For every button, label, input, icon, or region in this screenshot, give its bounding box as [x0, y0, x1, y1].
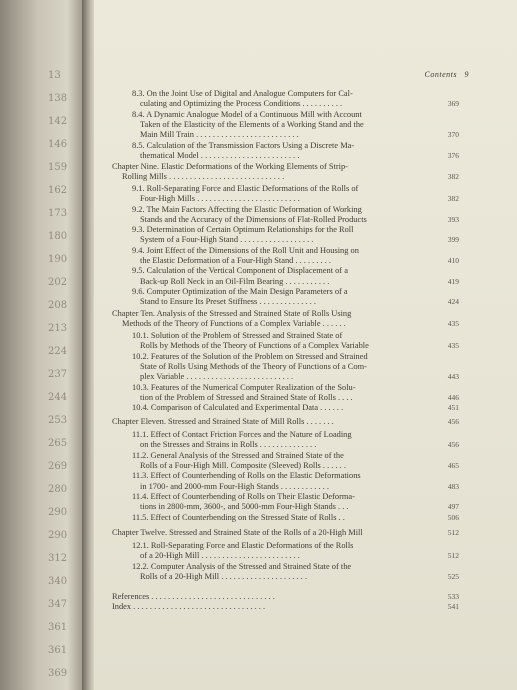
- toc-entry-text: of a 20-High Mill . . . . . . . . . . . . . . . . . . . . . . . .: [140, 551, 300, 560]
- facing-page-number: 162: [48, 185, 68, 196]
- toc-entry: [94, 470, 517, 481]
- toc-entry-text: 11.1. Effect of Contact Friction Forces and the Nature of Loading: [132, 430, 352, 439]
- toc-entry-page: 382: [447, 172, 459, 181]
- toc-entry-page: 456: [447, 440, 459, 449]
- running-head: [425, 70, 469, 79]
- toc-entry-page: 443: [447, 372, 459, 381]
- toc-entry-text: 10.3. Features of the Numerical Computer Realization of the Solu-: [132, 383, 356, 392]
- toc-entry: [94, 501, 517, 512]
- toc-entry-page: 419: [447, 277, 459, 286]
- facing-page-number: 224: [48, 346, 68, 357]
- toc-entry-text: 8.5. Calculation of the Transmission Factors Using a Discrete Ma-: [132, 141, 355, 150]
- toc-entry-page: 393: [447, 215, 459, 224]
- toc-entry-text: 10.4. Comparison of Calculated and Experimental Data . . . . . .: [132, 403, 344, 412]
- toc-entry: [94, 402, 517, 413]
- toc-entry: [94, 340, 517, 351]
- toc-entry: [94, 527, 517, 538]
- facing-page-number: 180: [48, 231, 68, 242]
- toc-entry-text: Taken of the Elasticity of the Elements of a Working Stand and the: [140, 120, 364, 129]
- toc-entry-text: 10.1. Solution of the Problem of Stressed and Strained State of: [132, 331, 343, 340]
- toc-entry-page: 446: [447, 393, 459, 402]
- toc-entry: [94, 571, 517, 582]
- toc-entry-text: Rolls of a Four-High Mill. Composite (Sleeved) Rolls . . . . . .: [140, 461, 346, 470]
- toc-entry-text: System of a Four-High Stand . . . . . . . . . . . . . . . . . .: [140, 235, 314, 244]
- toc-entry-text: tions in 2800-mm, 3600-, and 5000-mm Four-High Stands . . .: [140, 502, 349, 511]
- toc-entry-text: 9.4. Joint Effect of the Dimensions of the Roll Unit and Housing on: [132, 246, 359, 255]
- facing-page-number: 280: [48, 484, 68, 495]
- toc-entry-text: Four-High Mills . . . . . . . . . . . . . . . . . . . . . . . . .: [140, 194, 300, 203]
- toc-entry-text: Index . . . . . . . . . . . . . . . . . . . . . . . . . . . . . . . .: [112, 602, 266, 611]
- running-head-title: Contents: [424, 70, 457, 79]
- toc-entry-text: 9.1. Roll-Separating Force and Elastic Deformations of the Rolls of: [132, 184, 359, 193]
- toc-entry-text: Rolls of a 20-High Mill . . . . . . . . . . . . . . . . . . . . .: [140, 572, 308, 581]
- toc-entry-page: 512: [447, 528, 459, 537]
- toc-entry-page: 435: [447, 319, 459, 328]
- toc-entry-page: 456: [447, 417, 459, 426]
- toc-entry: [94, 193, 517, 204]
- toc-entry-text: 11.4. Effect of Counterbending of Rolls on Their Elastic Deforma-: [132, 492, 355, 501]
- toc-entry-page: 512: [447, 551, 459, 560]
- toc-entry: [94, 234, 517, 245]
- toc-entry-page: 506: [447, 513, 459, 522]
- toc-entry-page: 399: [447, 235, 459, 244]
- toc-entry-text: plex Variable . . . . . . . . . . . . . . . . . . . . . . . . . .: [140, 372, 294, 381]
- toc-entry-text: 11.2. General Analysis of the Stressed and Strained State of the: [132, 451, 344, 460]
- toc-entry: [94, 318, 517, 329]
- toc-entry-page: 376: [447, 151, 459, 160]
- toc-entry-text: tion of the Problem of Stressed and Strained State of Rolls . . . .: [140, 393, 353, 402]
- running-head-page-number: 9: [464, 70, 469, 79]
- toc-entry-page: 424: [447, 297, 459, 306]
- facing-page-number: 146: [48, 139, 68, 150]
- toc-entry: [94, 171, 517, 182]
- toc-entry: [94, 550, 517, 561]
- facing-page-number: 173: [48, 208, 68, 219]
- toc-entry-text: Chapter Ten. Analysis of the Stressed and Strained State of Rolls Using: [112, 309, 352, 318]
- toc-entry-page: 370: [447, 130, 459, 139]
- facing-page-number: 237: [48, 369, 68, 380]
- toc-entry-page: 465: [447, 461, 459, 470]
- toc-entry: [94, 150, 517, 161]
- toc-entry-text: 9.2. The Main Factors Affecting the Elastic Deformation of Working: [132, 205, 362, 214]
- toc-entry-page: 533: [447, 592, 459, 601]
- facing-page-number: 312: [48, 553, 68, 564]
- toc-entry-text: Chapter Twelve. Stressed and Strained State of the Rolls of a 20-High Mill: [112, 528, 363, 537]
- toc-entry-text: 9.3. Determination of Certain Optimum Relationships for the Roll: [132, 225, 354, 234]
- toc-entry-text: Main Mill Train . . . . . . . . . . . . . . . . . . . . . . . . .: [140, 130, 299, 139]
- toc-entry: [94, 512, 517, 523]
- toc-entry: [94, 439, 517, 450]
- facing-page-number: 253: [48, 415, 68, 426]
- toc-entry-text: 9.6. Computer Optimization of the Main Design Parameters of a: [132, 287, 348, 296]
- facing-page-number: 361: [48, 645, 68, 656]
- toc-entry-text: 8.4. A Dynamic Analogue Model of a Continuous Mill with Account: [132, 110, 362, 119]
- toc-entry-text: State of Rolls Using Methods of the Theory of Functions of a Com-: [140, 362, 367, 371]
- facing-page-number: 290: [48, 530, 68, 541]
- toc-entry-text: Rolls by Methods of the Theory of Functions of a Complex Variable: [140, 341, 369, 350]
- facing-page-number: 244: [48, 392, 68, 403]
- facing-page-number: 340: [48, 576, 68, 587]
- facing-page-number: 213: [48, 323, 68, 334]
- toc-entry: [94, 601, 517, 612]
- toc-entry: [94, 296, 517, 307]
- toc-entry-text: 12.1. Roll-Separating Force and Elastic Deformations of the Rolls: [132, 541, 354, 550]
- facing-page-number: 202: [48, 277, 68, 288]
- facing-page-number: 361: [48, 622, 68, 633]
- toc-entry-text: on the Stresses and Strains in Rolls . . . . . . . . . . . . . .: [140, 440, 317, 449]
- toc-entry: [94, 371, 517, 382]
- toc-entry-text: Rolling Mills . . . . . . . . . . . . . . . . . . . . . . . . . . . .: [122, 172, 285, 181]
- toc-entry-text: References . . . . . . . . . . . . . . . . . . . . . . . . . . . . . .: [112, 592, 275, 601]
- facing-page-number: 190: [48, 254, 68, 265]
- toc-entry-text: 10.2. Features of the Solution of the Problem on Stressed and Strained: [132, 352, 368, 361]
- toc-entry: [94, 98, 517, 109]
- toc-entry-text: Methods of the Theory of Functions of a Complex Variable . . . . . .: [122, 319, 346, 328]
- toc-entry-text: 11.5. Effect of Counterbending on the Stressed State of Rolls . .: [132, 513, 345, 522]
- toc-entry-text: Stands and the Accuracy of the Dimensions of Flat-Rolled Products: [140, 215, 367, 224]
- toc-entry-page: 497: [447, 502, 459, 511]
- toc-entry-text: Chapter Nine. Elastic Deformations of the Working Elements of Strip-: [112, 162, 348, 171]
- toc-entry-text: 11.3. Effect of Counterbending of Rolls on the Elastic Deformations: [132, 471, 361, 480]
- facing-page-number: 159: [48, 162, 68, 173]
- toc-entry-text: 9.5. Calculation of the Vertical Component of Displacement of a: [132, 266, 348, 275]
- toc-entry-page: 541: [447, 602, 459, 611]
- facing-page-number: 265: [48, 438, 68, 449]
- toc-entry-page: 435: [447, 341, 459, 350]
- facing-page-number: 138: [48, 93, 68, 104]
- toc-entry-text: in 1700- and 2000-mm Four-High Stands . . . . . . . . . . . .: [140, 482, 329, 491]
- toc-entry-text: Stand to Ensure Its Preset Stiffness . . . . . . . . . . . . . .: [140, 297, 316, 306]
- toc-entry-page: 369: [447, 99, 459, 108]
- toc-entry-text: culating and Optimizing the Process Conditions . . . . . . . . . .: [140, 99, 343, 108]
- toc-entry-text: Chapter Eleven. Stressed and Strained State of Mill Rolls . . . . . . .: [112, 417, 334, 426]
- toc-entry-text: Back-up Roll Neck in an Oil-Film Bearing . . . . . . . . . . .: [140, 277, 330, 286]
- toc-entry: [94, 129, 517, 140]
- toc-entry-text: the Elastic Deformation of a Four-High Stand . . . . . . . . .: [140, 256, 332, 265]
- contents-page: [94, 0, 517, 690]
- facing-page-number: 290: [48, 507, 68, 518]
- toc-entry: [94, 265, 517, 276]
- facing-page-number: 269: [48, 461, 68, 472]
- facing-page-number: 347: [48, 599, 68, 610]
- toc-entry-page: 451: [447, 403, 459, 412]
- toc-entry-page: 382: [447, 194, 459, 203]
- facing-page-number: 13: [48, 70, 61, 81]
- toc-entry-text: 8.3. On the Joint Use of Digital and Analogue Computers for Cal-: [132, 89, 353, 98]
- facing-page-number: 142: [48, 116, 68, 127]
- toc-entry-page: 483: [447, 482, 459, 491]
- facing-page-number: 208: [48, 300, 68, 311]
- toc-entry: [94, 416, 517, 427]
- toc-entry-page: 410: [447, 256, 459, 265]
- toc-entry-text: 12.2. Computer Analysis of the Stressed and Strained State of the: [132, 562, 352, 571]
- facing-page-number: 369: [48, 668, 68, 679]
- facing-page: [0, 0, 84, 690]
- toc-entry-page: 525: [447, 572, 459, 581]
- toc-entry-text: thematical Model . . . . . . . . . . . . . . . . . . . . . . . .: [140, 151, 300, 160]
